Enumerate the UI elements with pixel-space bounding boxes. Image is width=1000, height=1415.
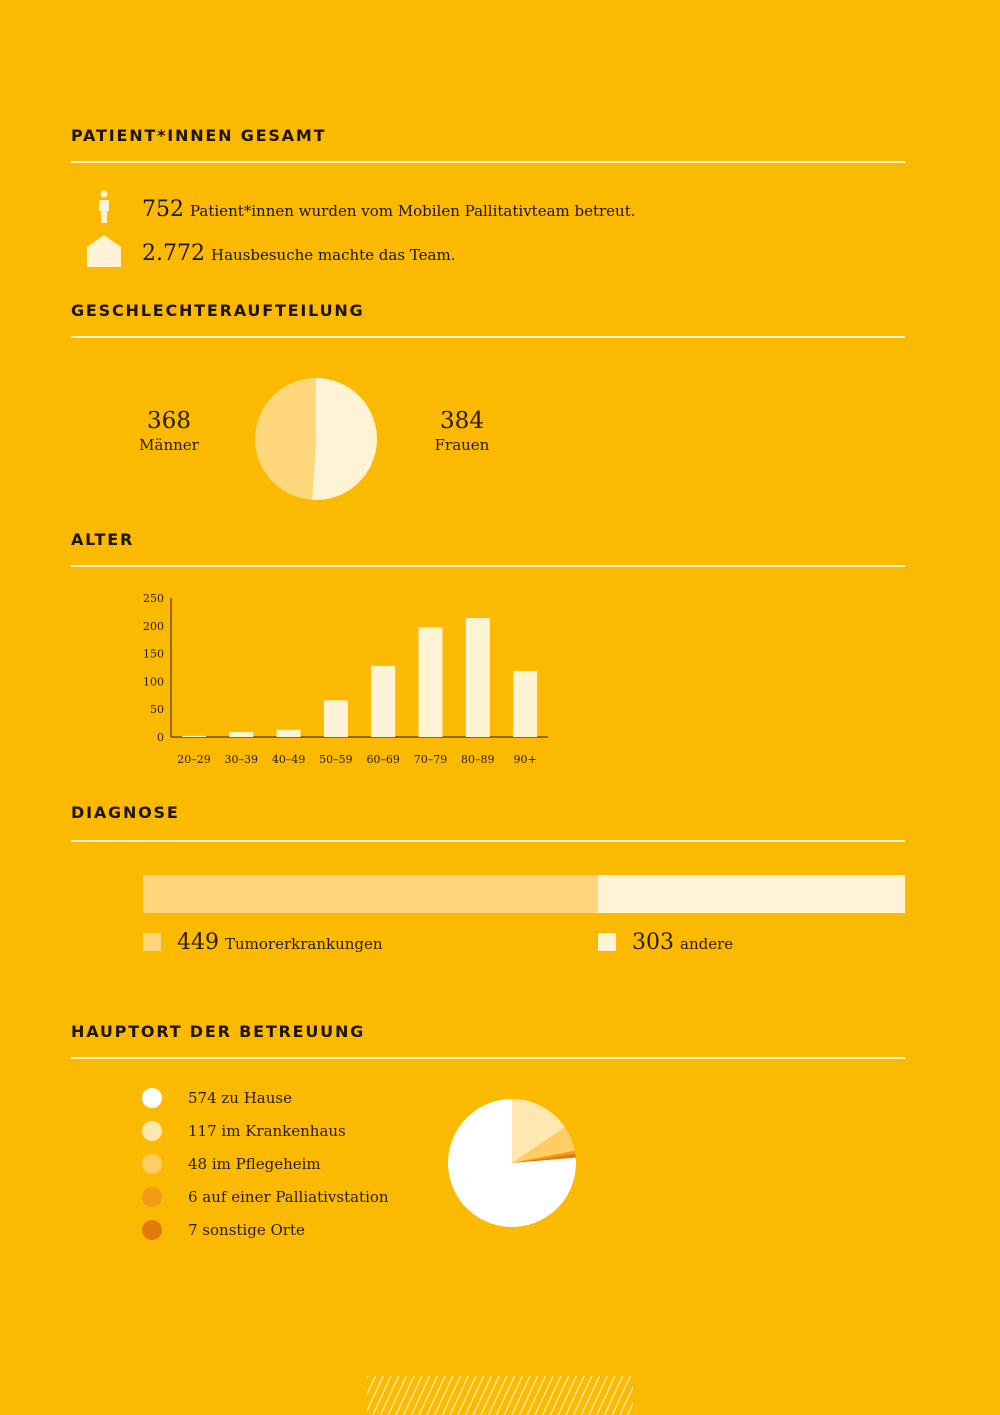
x-tick-label: 50–59 — [319, 753, 353, 766]
men-label: Männer — [139, 436, 199, 454]
age-bar — [419, 627, 443, 737]
location-item-other — [142, 1220, 305, 1240]
x-tick-label: 60–69 — [366, 753, 400, 766]
section-divider — [71, 336, 905, 338]
house-icon — [86, 234, 122, 268]
diagnosis-bar-tumor — [143, 875, 598, 913]
y-tick-label: 150 — [143, 647, 164, 661]
y-tick-label: 0 — [157, 731, 164, 744]
location-label: 6 auf einer Palliativstation — [188, 1188, 389, 1206]
men-value: 368 — [147, 408, 191, 434]
y-tick-label: 250 — [143, 592, 164, 605]
y-tick-label: 50 — [150, 703, 164, 717]
x-tick-label: 80–89 — [461, 753, 495, 766]
legend-dot — [142, 1220, 162, 1240]
section-title-age: ALTER — [71, 530, 135, 549]
patients-stat — [142, 197, 636, 222]
x-tick-label: 70–79 — [413, 753, 448, 766]
gender-pie-slice-0 — [312, 378, 377, 500]
x-tick-label: 30–39 — [224, 753, 259, 766]
women-label: Frauen — [434, 436, 490, 454]
location-label: 7 sonstige Orte — [188, 1221, 305, 1239]
legend-dot — [142, 1088, 162, 1108]
diagnosis-legend-other — [598, 930, 733, 955]
women-value: 384 — [440, 408, 484, 434]
age-bar-chart — [130, 585, 560, 780]
age-bar — [182, 736, 206, 737]
visits-text: Hausbesuche machte das Team. — [210, 246, 456, 264]
other-label: andere — [680, 935, 734, 953]
section-title-gender: GESCHLECHTERAUFTEILUNG — [71, 301, 365, 320]
legend-dot — [142, 1121, 162, 1141]
legend-dot — [142, 1187, 162, 1207]
gender-label-women — [412, 408, 512, 454]
visits-value: 2.772 — [142, 241, 205, 266]
y-tick-label: 100 — [143, 675, 164, 689]
x-tick-label: 90+ — [513, 753, 537, 766]
age-bar — [371, 666, 395, 737]
location-label: 117 im Krankenhaus — [188, 1122, 346, 1140]
location-label: 48 im Pflegeheim — [188, 1155, 321, 1173]
tumor-label: Tumorerkrankungen — [225, 935, 383, 953]
visits-stat — [142, 241, 455, 266]
diagnosis-bar-other — [598, 875, 905, 913]
location-item-home — [142, 1088, 292, 1108]
location-label: 574 zu Hause — [188, 1089, 292, 1107]
decorative-hatch — [367, 1376, 633, 1415]
location-item-palliative — [142, 1187, 389, 1207]
x-tick-label: 40–49 — [271, 753, 306, 766]
section-divider — [71, 161, 905, 163]
location-item-hospital — [142, 1121, 346, 1141]
gender-label-men — [119, 408, 219, 454]
section-title-location: HAUPTORT DER BETREUUNG — [71, 1022, 366, 1041]
other-value: 303 — [632, 930, 674, 955]
legend-dot — [142, 1154, 162, 1174]
legend-swatch — [143, 933, 161, 951]
section-divider — [71, 1057, 905, 1059]
tumor-value: 449 — [177, 930, 219, 955]
location-item-nursing-home — [142, 1154, 321, 1174]
diagnosis-legend-tumor — [143, 930, 383, 955]
age-bar — [466, 618, 490, 737]
age-bar — [513, 671, 537, 737]
y-tick-label: 200 — [143, 619, 164, 633]
section-title-patients: PATIENT*INNEN GESAMT — [71, 126, 327, 145]
age-bar — [324, 700, 348, 737]
section-divider — [71, 565, 905, 567]
gender-pie-chart — [255, 378, 377, 500]
age-bar — [277, 730, 301, 737]
patients-text: Patient*innen wurden vom Mobilen Pallitativteam betreut. — [190, 202, 636, 220]
section-title-diagnosis: DIAGNOSE — [71, 803, 180, 822]
gender-pie-slice-1 — [255, 378, 316, 500]
age-bar — [229, 732, 253, 737]
location-pie-chart — [447, 1098, 577, 1228]
patients-value: 752 — [142, 197, 184, 222]
section-divider — [71, 840, 905, 842]
person-icon — [94, 190, 114, 224]
legend-swatch — [598, 933, 616, 951]
x-tick-label: 20–29 — [177, 753, 211, 766]
